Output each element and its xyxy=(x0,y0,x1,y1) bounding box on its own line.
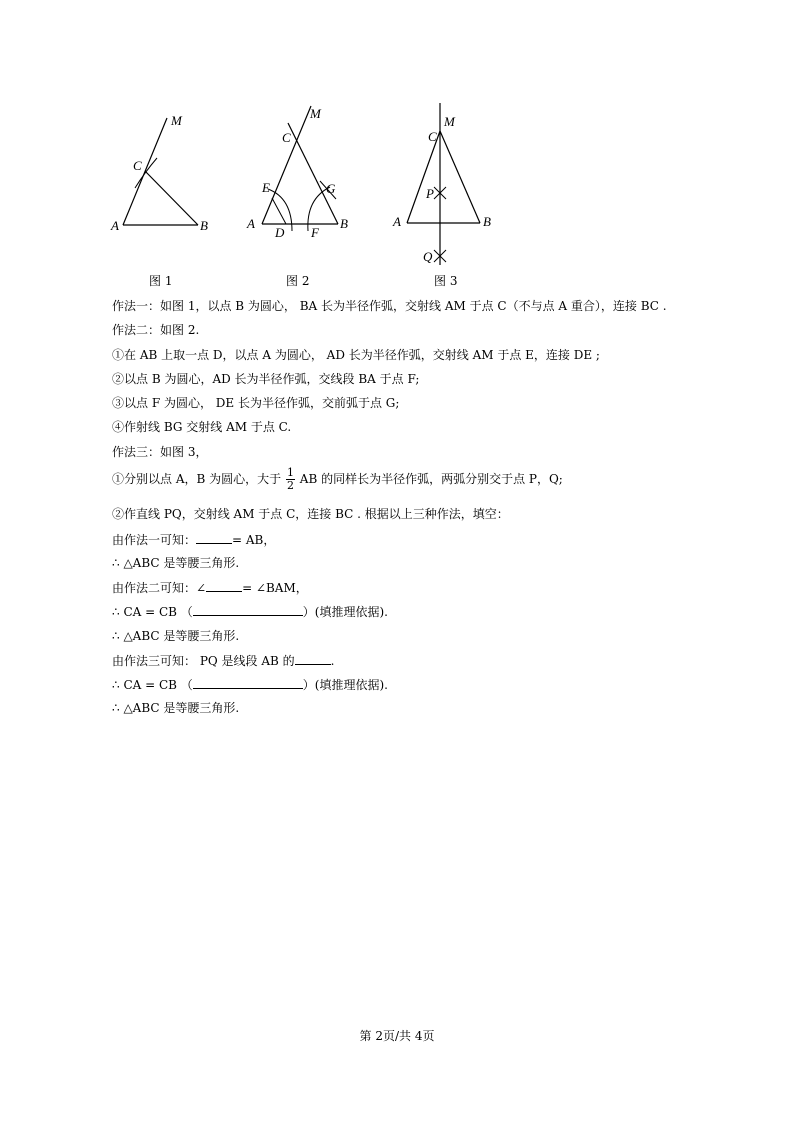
method3-step1-suffix: AB 的同样长为半径作弧，两弧分别交于点 P，Q; xyxy=(299,472,563,486)
fill-line-5-prefix: ∴ CA = CB （ xyxy=(112,678,193,692)
fig2-label-G: G xyxy=(326,181,336,196)
conclusion-1: ∴ △ABC 是等腰三角形. xyxy=(112,556,240,570)
fig2-label-A: A xyxy=(247,216,255,231)
fig3-label-B: B xyxy=(483,214,491,229)
fill-line-5-suffix: ）(填推理依据). xyxy=(302,678,388,692)
fig1-label-C: C xyxy=(133,158,142,173)
answer-blank-3[interactable] xyxy=(193,603,303,616)
fill-line-3-suffix: ）(填推理依据). xyxy=(302,605,388,619)
page-footer: 第 2页/共 4页 xyxy=(359,1029,435,1043)
fraction-numerator: 1 xyxy=(286,466,294,479)
method2-step1: ①在 AB 上取一点 D，以点 A 为圆心， AD 长为半径作弧，交射线 AM 于点 E，连接 DE ; xyxy=(112,348,600,362)
fig3-label-C: C xyxy=(428,129,437,144)
fill-line-3-prefix: ∴ CA = CB （ xyxy=(112,605,193,619)
fraction-one-half xyxy=(286,467,295,492)
answer-blank-4[interactable] xyxy=(295,652,331,665)
answer-blank-2[interactable] xyxy=(206,579,242,592)
figure-2 xyxy=(240,103,360,243)
method3-step1-prefix: ①分别以点 A，B 为圆心，大于 xyxy=(112,472,282,486)
conclusion-2: ∴ △ABC 是等腰三角形. xyxy=(112,629,240,643)
fig2-caption: 图 2 xyxy=(286,274,310,288)
fig3-label-P: P xyxy=(426,186,434,201)
fig3-label-M: M xyxy=(444,114,455,129)
fig2-label-D: D xyxy=(275,225,285,240)
fill-line-1 xyxy=(112,531,275,548)
fig1-caption: 图 1 xyxy=(149,274,173,288)
fill-line-2-prefix: 由作法二可知：∠ xyxy=(112,581,207,595)
fig2-label-C: C xyxy=(282,130,291,145)
answer-blank-5[interactable] xyxy=(193,676,303,689)
fig2-label-E: E xyxy=(262,180,270,195)
method1-text: 作法一：如图 1，以点 B 为圆心， BA 长为半径作弧，交射线 AM 于点 C（不与点 A 重合），连接 BC . xyxy=(112,299,667,313)
fig2-label-B: B xyxy=(340,216,348,231)
fig1-label-A: A xyxy=(111,218,119,233)
fig3-label-Q: Q xyxy=(423,249,433,264)
method3-heading: 作法三：如图 3， xyxy=(112,445,208,459)
fill-line-4 xyxy=(112,652,334,669)
method2-step2: ②以点 B 为圆心，AD 长为半径作弧，交线段 BA 于点 F; xyxy=(112,372,420,386)
fill-line-4-suffix: . xyxy=(330,654,335,668)
figure-1 xyxy=(105,110,225,240)
fig3-label-A: A xyxy=(393,214,401,229)
fig2-label-F: F xyxy=(311,225,319,240)
fill-line-2 xyxy=(112,579,308,596)
conclusion-3: ∴ △ABC 是等腰三角形. xyxy=(112,701,240,715)
fig1-label-M: M xyxy=(171,113,182,128)
fraction-denominator: 2 xyxy=(286,479,294,492)
method3-step1 xyxy=(112,467,563,492)
fill-line-4-prefix: 由作法三可知： PQ 是线段 AB 的 xyxy=(112,654,295,668)
method3-step2: ②作直线 PQ，交射线 AM 于点 C，连接 BC . 根据以上三种作法，填空： xyxy=(112,507,509,521)
fill-line-3 xyxy=(112,603,388,620)
answer-blank-1[interactable] xyxy=(196,531,232,544)
method2-heading: 作法二：如图 2. xyxy=(112,323,200,337)
method2-step3: ③以点 F 为圆心， DE 长为半径作弧，交前弧于点 G; xyxy=(112,396,400,410)
fill-line-5 xyxy=(112,676,388,693)
fig2-label-M: M xyxy=(310,106,321,121)
method2-step4: ④作射线 BG 交射线 AM 于点 C. xyxy=(112,420,292,434)
fig1-label-B: B xyxy=(200,218,208,233)
fill-line-1-suffix: = AB， xyxy=(232,533,276,547)
fill-line-1-prefix: 由作法一可知： xyxy=(112,533,197,547)
figure-3 xyxy=(385,103,505,269)
fill-line-2-suffix: = ∠BAM， xyxy=(242,581,308,595)
fig3-caption: 图 3 xyxy=(434,274,458,288)
